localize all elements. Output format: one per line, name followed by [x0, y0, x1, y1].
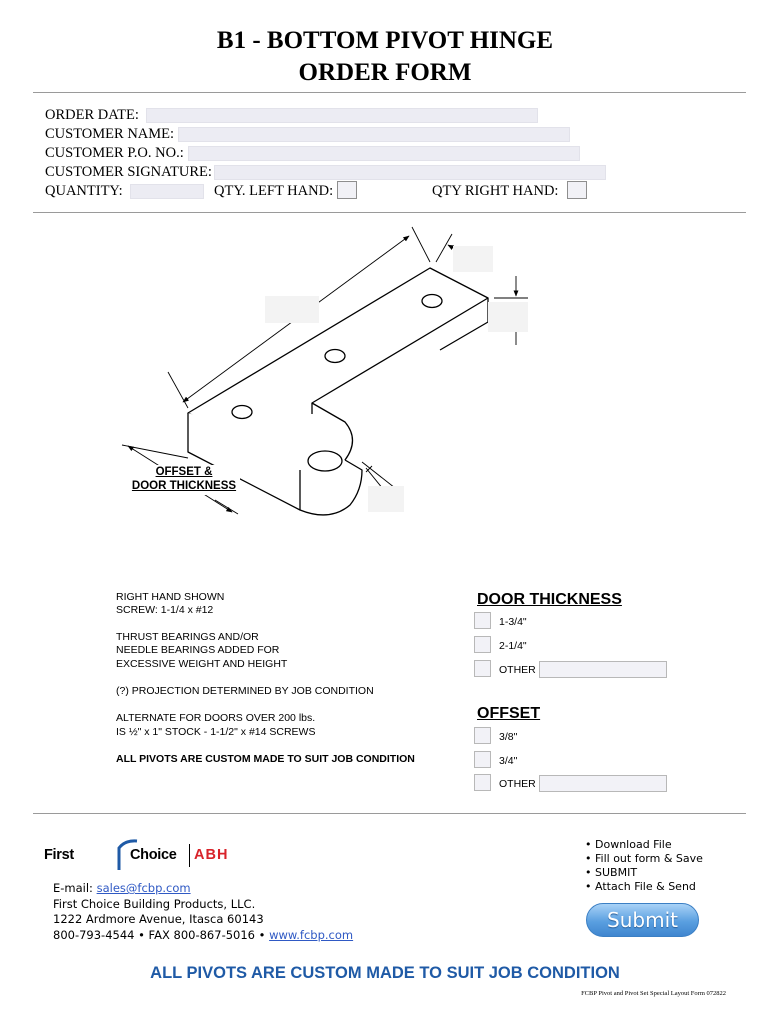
instructions-list: [585, 838, 703, 894]
door-thickness-2-1-4-checkbox[interactable]: [474, 636, 491, 653]
customer-signature-field[interactable]: [214, 165, 606, 180]
customer-name-field[interactable]: [178, 127, 570, 142]
form-id: FCBP Pivot and Pivot Set Special Layout Form 072822: [581, 990, 726, 997]
email-label: E-mail:: [53, 881, 93, 895]
qty-left-hand-label: QTY. LEFT HAND:: [214, 183, 334, 199]
phone-fax-line: [53, 928, 353, 944]
hinge-drawing: [0, 215, 770, 535]
qty-right-hand-label: QTY RIGHT HAND:: [432, 183, 559, 199]
company-address: 1222 Ardmore Avenue, Itasca 60143: [53, 912, 264, 926]
logo-divider: [189, 844, 190, 867]
offset-3-4-label: 3/4": [499, 755, 518, 767]
offset-other-field[interactable]: [539, 775, 667, 792]
offset-other-checkbox[interactable]: [474, 774, 491, 791]
order-date-field[interactable]: [146, 108, 538, 123]
order-date-label: ORDER DATE:: [45, 107, 139, 123]
offset-3-4-checkbox[interactable]: [474, 751, 491, 768]
callout-line2: DOOR THICKNESS: [131, 480, 237, 492]
customer-po-label: CUSTOMER P.O. NO.:: [45, 145, 184, 161]
quantity-label: QUANTITY:: [45, 183, 123, 199]
note-bearings-1: THRUST BEARINGS AND/OR: [116, 631, 259, 643]
offset-other-label: OTHER: [499, 778, 536, 790]
door-thickness-2-1-4-label: 2-1/4": [499, 640, 527, 652]
logo-choice: Choice: [130, 847, 177, 863]
note-screw: SCREW: 1-1/4 x #12: [116, 604, 214, 616]
submit-button[interactable]: Submit: [586, 903, 699, 937]
quantity-field[interactable]: [130, 184, 204, 199]
door-thickness-other-checkbox[interactable]: [474, 660, 491, 677]
company-name: First Choice Building Products, LLC.: [53, 896, 256, 911]
note-projection: (?) PROJECTION DETERMINED BY JOB CONDITION: [116, 685, 374, 697]
instruction-item: • Fill out form & Save: [585, 852, 703, 865]
door-thickness-heading: DOOR THICKNESS: [477, 591, 622, 608]
callout-line1: OFFSET &: [155, 466, 213, 478]
note-alternate-2: IS ½" x 1" STOCK - 1-1/2" x #14 SCREWS: [116, 726, 316, 738]
logo-first: First: [44, 847, 74, 863]
form-title-line1: B1 - BOTTOM PIVOT HINGE: [216, 27, 554, 54]
header-divider: [33, 212, 746, 213]
customer-name-label: CUSTOMER NAME:: [45, 126, 175, 142]
offset-heading: OFFSET: [477, 705, 541, 722]
note-bearings-3: EXCESSIVE WEIGHT AND HEIGHT: [116, 658, 288, 670]
door-thickness-1-3-4-checkbox[interactable]: [474, 612, 491, 629]
instruction-item: • Download File: [585, 838, 672, 851]
phone-fax: 800-793-4544 • FAX 800-867-5016 •: [53, 927, 266, 942]
footer-divider: [33, 813, 746, 814]
instruction-item: • SUBMIT: [585, 866, 638, 879]
door-thickness-other-label: OTHER: [499, 664, 536, 676]
qty-left-hand-field[interactable]: [337, 181, 357, 199]
contact-block: [53, 881, 353, 943]
note-alternate-1: ALTERNATE FOR DOORS OVER 200 lbs.: [116, 712, 316, 724]
instruction-item: • Attach File & Send: [585, 880, 696, 893]
first-choice-abh-logo: [44, 838, 229, 872]
customer-signature-label: CUSTOMER SIGNATURE:: [45, 164, 212, 180]
logo-abh: ABH: [194, 847, 229, 863]
custom-made-banner: ALL PIVOTS ARE CUSTOM MADE TO SUIT JOB CONDITION: [150, 964, 620, 982]
offset-3-8-label: 3/8": [499, 731, 518, 743]
offset-3-8-checkbox[interactable]: [474, 727, 491, 744]
email-link[interactable]: sales@fcbp.com: [96, 881, 191, 895]
note-custom: ALL PIVOTS ARE CUSTOM MADE TO SUIT JOB CONDITION: [116, 753, 415, 765]
note-right-hand: RIGHT HAND SHOWN: [116, 591, 225, 603]
offset-door-thickness-callout: [128, 465, 240, 493]
website-link[interactable]: www.fcbp.com: [269, 927, 354, 942]
door-thickness-1-3-4-label: 1-3/4": [499, 616, 527, 628]
email-line: [53, 881, 353, 897]
qty-right-hand-field[interactable]: [567, 181, 587, 199]
door-thickness-other-field[interactable]: [539, 661, 667, 678]
note-bearings-2: NEEDLE BEARINGS ADDED FOR: [116, 644, 280, 656]
customer-po-field[interactable]: [188, 146, 580, 161]
title-divider: [33, 92, 746, 93]
form-title-line2: ORDER FORM: [298, 59, 472, 86]
